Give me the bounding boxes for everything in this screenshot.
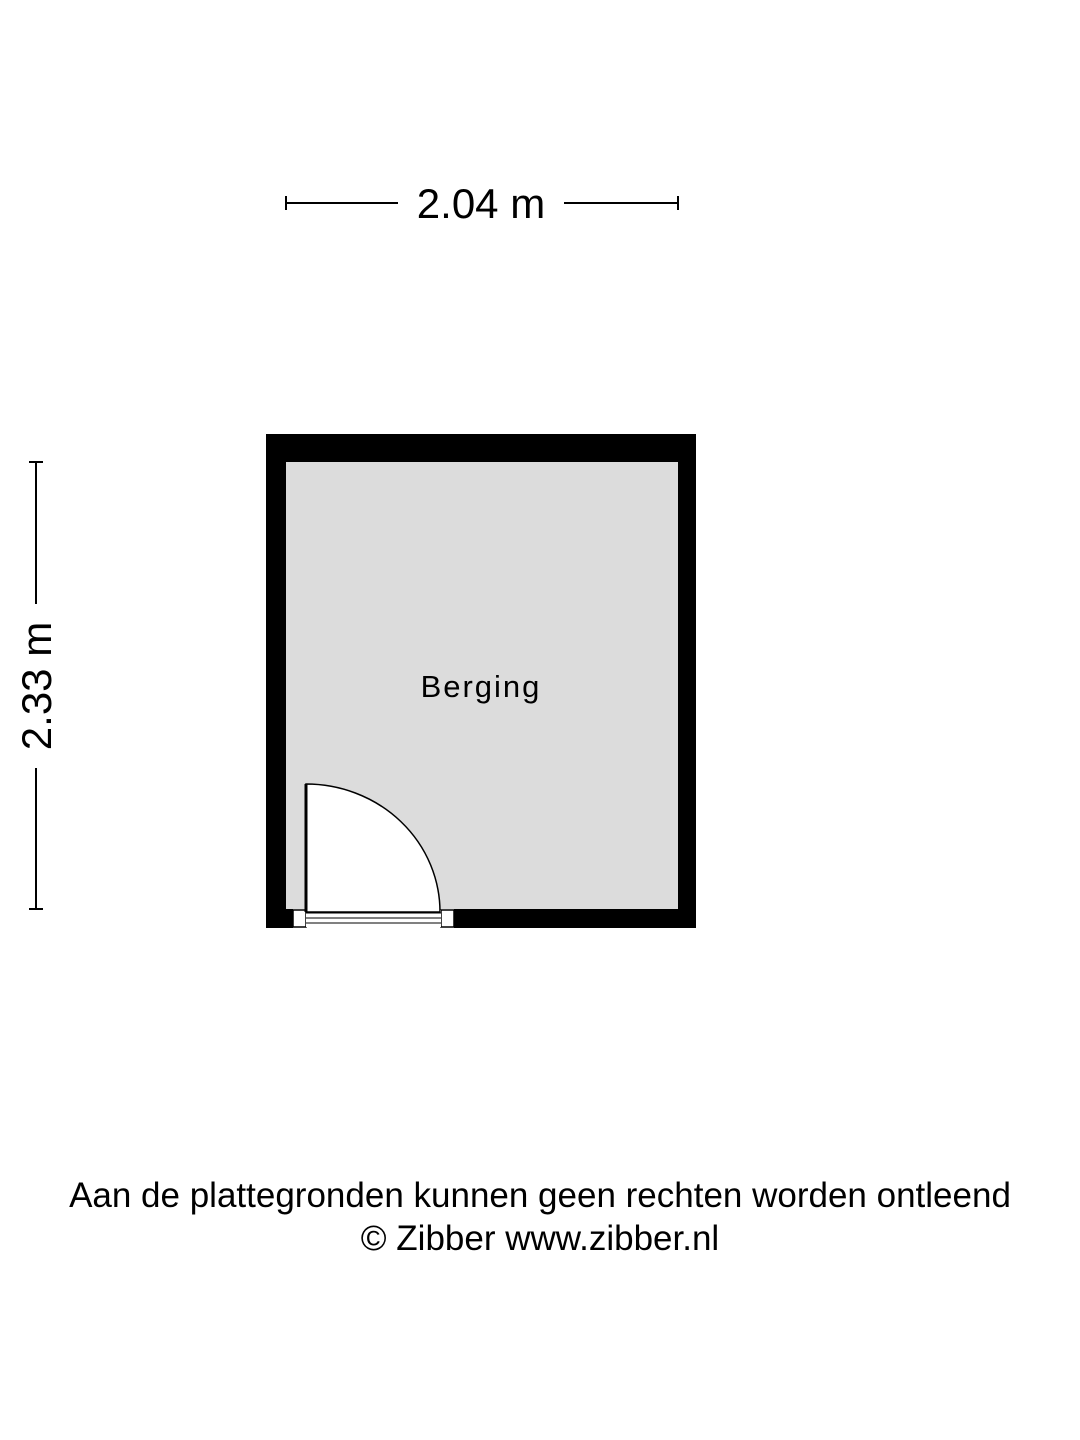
- width-dimension: [286, 180, 678, 227]
- door-frame-left: [293, 910, 306, 927]
- room-berging: [266, 434, 696, 928]
- height-dimension-label: 2.33 m: [13, 621, 60, 751]
- width-dimension-label: 2.04 m: [416, 180, 546, 227]
- wall-top: [266, 434, 696, 462]
- copyright-text: © Zibber www.zibber.nl: [360, 1219, 720, 1258]
- room-label: Berging: [420, 669, 542, 704]
- wall-left: [266, 434, 286, 928]
- wall-bottom-left: [266, 909, 293, 928]
- door-frame-right: [441, 910, 454, 927]
- wall-right: [678, 434, 696, 928]
- height-dimension: [13, 462, 60, 909]
- wall-bottom-right: [454, 909, 696, 928]
- disclaimer-text: Aan de plattegronden kunnen geen rechten worden ontleend: [69, 1176, 1011, 1215]
